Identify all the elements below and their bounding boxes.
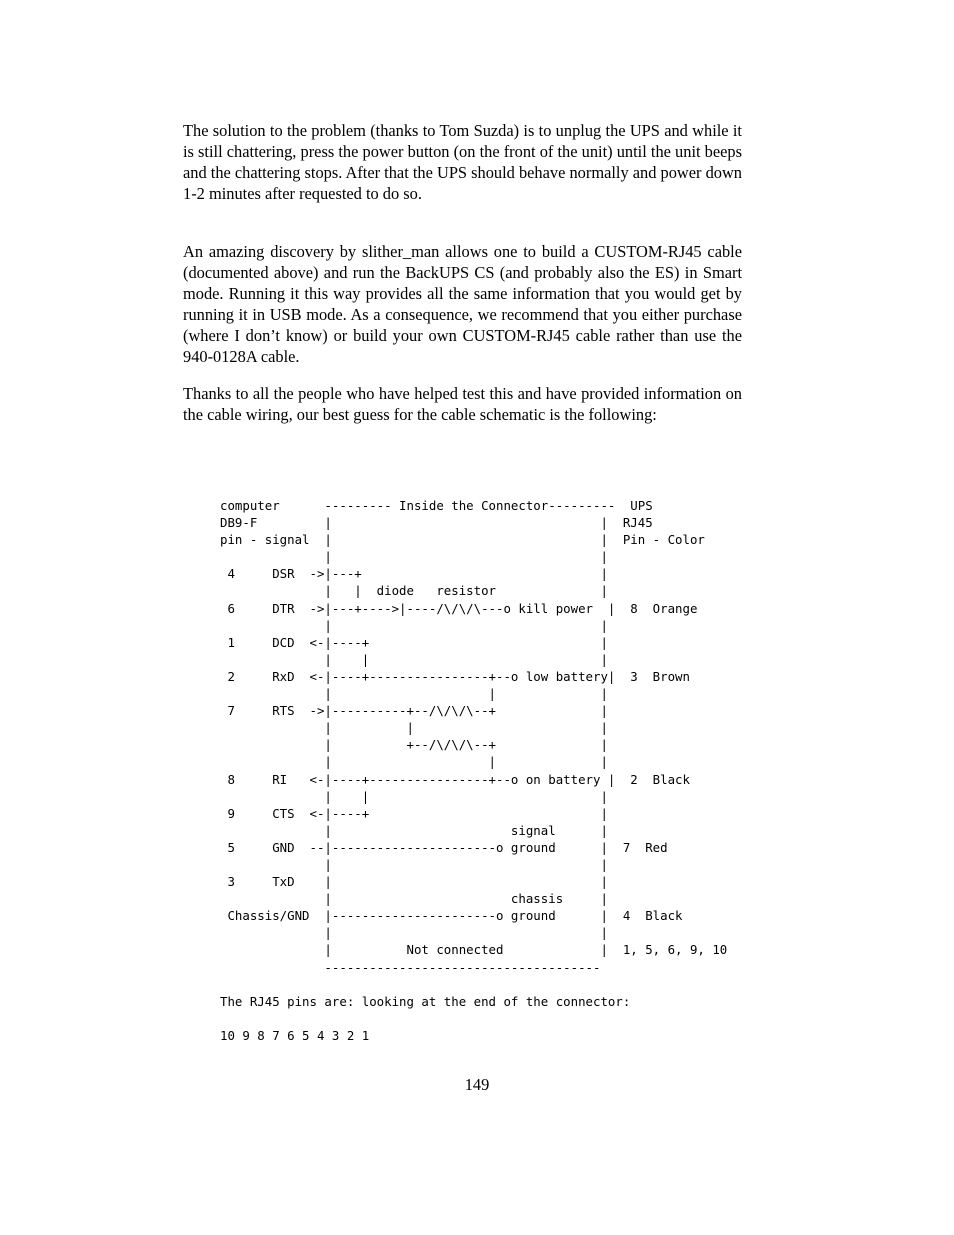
paragraph-ups-chattering-fix: The solution to the problem (thanks to Tom Suzda) is to unplug the UPS and while it is still chattering, press the power button (on the front of the unit) until the unit beeps and the chattering stops. After that the UPS should behave normally and power down 1-2 minutes after requested to do so. [183,121,742,204]
paragraph-cable-schematic-intro: Thanks to all the people who have helped test this and have provided information on the cable wiring, our best guess for the cable schematic is the following: [183,384,742,425]
cable-schematic-diagram: computer --------- Inside the Connector--------- UPS DB9-F | | RJ45 pin - signal | | Pin - Color | | 4 DSR ->|---+ | | | diode resistor | 6 DTR ->|---+---->|----/\/\/\---o kill power | 8 Orange | | 1 DCD <-|----+ | | | | 2 RxD <-|----+----------------+--o low battery| 3 Brown | | | 7 RTS ->|----------+--/\/\/\--+ | | | | | +--/\/\/\--+ | | | | 8 RI <-|----+----------------+--o on battery | 2 Black | | | 9 CTS <-|----+ | | signal | 5 GND --|----------------------o ground | 7 Red | | 3 TxD | | | chassis | Chassis/GND |----------------------o ground | 4 Black | | | Not connected | 1, 5, 6, 9, 10 ------------------------------------- The RJ45 pins are: looking at the end of the connector: 10 9 8 7 6 5 4 3 2 1 [220,498,728,1043]
paragraph-custom-rj45-discovery: An amazing discovery by slither_man allows one to build a CUSTOM-RJ45 cable (documented above) and run the BackUPS CS (and probably also the ES) in Smart mode. Running it this way provides all the same information that you would get by running it in USB mode. As a consequence, we recommend that you either purchase (where I don’t know) or build your own CUSTOM-RJ45 cable rather than use the 940-0128A cable. [183,242,742,367]
page-number: 149 [464,1075,490,1094]
